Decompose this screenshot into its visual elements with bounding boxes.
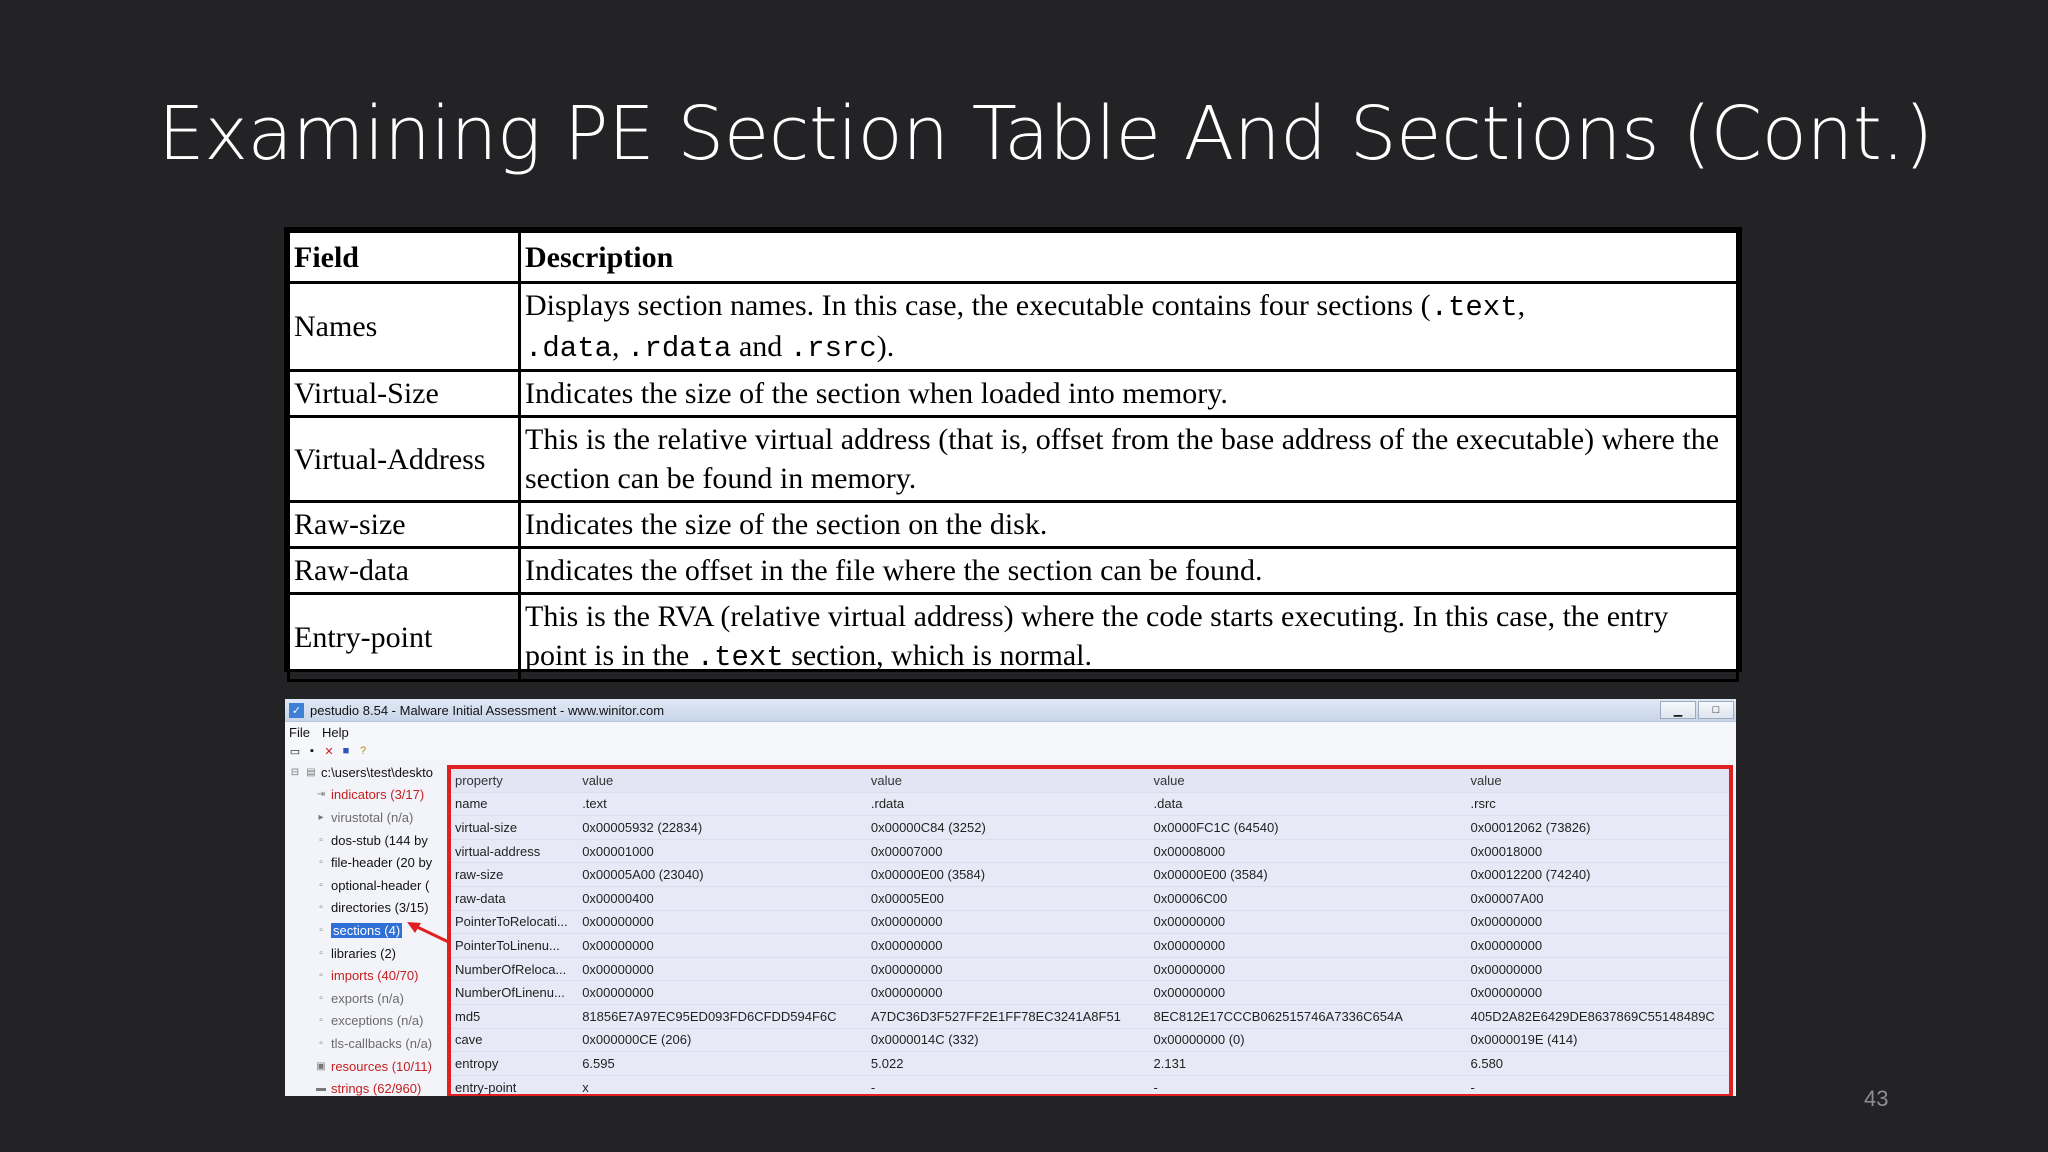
node-icon: ▫ bbox=[319, 1015, 323, 1027]
grid-row[interactable] bbox=[451, 792, 1729, 816]
grid-property-cell: NumberOfLinenu... bbox=[451, 981, 578, 1005]
description-cell: Indicates the offset in the file where the section can be found. bbox=[520, 548, 1738, 594]
tree-label: libraries (2) bbox=[331, 945, 397, 961]
code-text: .rsrc bbox=[789, 331, 877, 365]
grid-row[interactable] bbox=[451, 981, 1729, 1005]
grid-value-cell: 0x00001000 bbox=[578, 839, 867, 863]
tree-item-resources[interactable] bbox=[285, 1055, 445, 1078]
grid-value-cell: 0x00000E00 (3584) bbox=[867, 863, 1150, 887]
grid-value-cell: 0x00018000 bbox=[1467, 839, 1730, 863]
help-icon[interactable]: ? bbox=[359, 745, 367, 757]
grid-row[interactable] bbox=[451, 1052, 1729, 1076]
tree-item-file-header[interactable] bbox=[285, 851, 445, 874]
tree-label: exports (n/a) bbox=[331, 990, 404, 1006]
tree-label: dos-stub (144 by bbox=[331, 832, 428, 848]
tree-label: directories (3/15) bbox=[331, 900, 429, 916]
table-row-virtual-address bbox=[289, 417, 1738, 502]
grid-property-cell: PointerToRelocati... bbox=[451, 910, 578, 934]
close-icon[interactable]: ✕ bbox=[324, 745, 334, 758]
table-row-raw-data bbox=[289, 548, 1738, 594]
slide-number: 43 bbox=[1864, 1086, 1889, 1111]
sections-grid bbox=[451, 769, 1729, 1096]
grid-row[interactable] bbox=[451, 1004, 1729, 1028]
tree-item-exports[interactable] bbox=[285, 987, 445, 1010]
grid-value-cell: - bbox=[1467, 1075, 1730, 1096]
description-text: , bbox=[612, 329, 628, 363]
grid-value-cell: 0x00000000 bbox=[1150, 981, 1467, 1005]
grid-value-cell: 0x00000000 bbox=[1150, 910, 1467, 934]
grid-row[interactable] bbox=[451, 886, 1729, 910]
code-text: .rdata bbox=[627, 331, 732, 365]
grid-value-cell: 0x00000000 (0) bbox=[1150, 1028, 1467, 1052]
node-icon: ▫ bbox=[319, 970, 323, 982]
grid-property-cell: NumberOfReloca... bbox=[451, 957, 578, 981]
grid-value-cell: - bbox=[1150, 1075, 1467, 1096]
menu-bar bbox=[285, 722, 1736, 742]
grid-row[interactable] bbox=[451, 816, 1729, 840]
code-text: .data bbox=[525, 331, 613, 365]
indicator-icon: ⇥ bbox=[316, 789, 326, 801]
grid-value-cell: 0x0000014C (332) bbox=[867, 1028, 1150, 1052]
code-text: .text bbox=[696, 641, 784, 675]
tree-item-tls-callbacks[interactable] bbox=[285, 1032, 445, 1055]
grid-value-cell: 6.580 bbox=[1467, 1052, 1730, 1076]
node-icon: ▫ bbox=[319, 902, 323, 914]
tree-label: exceptions (n/a) bbox=[331, 1013, 424, 1029]
grid-header-value[interactable]: value bbox=[867, 769, 1150, 792]
grid-property-cell: md5 bbox=[451, 1004, 578, 1028]
grid-value-cell: 0x00005A00 (23040) bbox=[578, 863, 867, 887]
grid-row[interactable] bbox=[451, 1028, 1729, 1052]
tree-item-indicators[interactable] bbox=[285, 784, 445, 807]
grid-value-cell: 0x00000000 bbox=[867, 910, 1150, 934]
description-cell: Indicates the size of the section on the disk. bbox=[520, 502, 1738, 548]
grid-header-row bbox=[451, 769, 1729, 792]
node-icon: ▫ bbox=[319, 1037, 323, 1049]
tree-label: file-header (20 by bbox=[331, 855, 433, 871]
disk-icon[interactable]: ■ bbox=[342, 745, 350, 757]
grid-value-cell: .data bbox=[1150, 792, 1467, 816]
grid-value-cell: 0x000000CE (206) bbox=[578, 1028, 867, 1052]
virustotal-icon: ▸ bbox=[318, 811, 324, 823]
grid-value-cell: 0x00012200 (74240) bbox=[1467, 863, 1730, 887]
toolbar bbox=[285, 742, 1736, 760]
open-icon[interactable]: ▭ bbox=[289, 745, 301, 758]
header-description: Description bbox=[520, 232, 1738, 283]
grid-property-cell: virtual-size bbox=[451, 816, 578, 840]
grid-value-cell: 0x00000000 bbox=[1467, 957, 1730, 981]
description-text: section, which is normal. bbox=[783, 639, 1092, 673]
minimize-button[interactable]: ▁ bbox=[1660, 701, 1696, 719]
grid-value-cell: .rdata bbox=[867, 792, 1150, 816]
field-description-table bbox=[284, 227, 1742, 675]
grid-value-cell: 0x00000000 bbox=[1467, 934, 1730, 958]
window-titlebar bbox=[285, 699, 1736, 722]
tree-label: c:\users\test\deskto bbox=[321, 764, 433, 780]
field-cell: Virtual-Size bbox=[289, 371, 520, 417]
grid-value-cell: 0x00000000 bbox=[867, 957, 1150, 981]
tree-item-optional-header[interactable] bbox=[285, 874, 445, 897]
tree-label-selected: sections (4) bbox=[333, 922, 401, 938]
menu-help[interactable]: Help bbox=[321, 724, 349, 740]
grid-value-cell: 0x00000000 bbox=[1150, 934, 1467, 958]
grid-row[interactable] bbox=[451, 910, 1729, 934]
grid-value-cell: 5.022 bbox=[867, 1052, 1150, 1076]
grid-property-cell: PointerToLinenu... bbox=[451, 934, 578, 958]
pestudio-app-icon: ✓ bbox=[289, 703, 304, 718]
description-cell bbox=[520, 594, 1738, 681]
window-controls bbox=[1660, 701, 1736, 719]
grid-property-cell: entry-point bbox=[451, 1075, 578, 1096]
grid-value-cell: x bbox=[578, 1075, 867, 1096]
field-cell: Raw-size bbox=[289, 502, 520, 548]
node-icon: ▫ bbox=[319, 924, 323, 936]
grid-property-cell: raw-size bbox=[451, 863, 578, 887]
grid-header-value[interactable]: value bbox=[578, 769, 867, 792]
grid-value-cell: 6.595 bbox=[578, 1052, 867, 1076]
node-icon: ▫ bbox=[319, 947, 323, 959]
grid-value-cell: 0x00005E00 bbox=[867, 886, 1150, 910]
grid-property-cell: raw-data bbox=[451, 886, 578, 910]
description-text: Displays section names. In this case, the executable contains four sections ( bbox=[525, 289, 1431, 322]
field-cell: Raw-data bbox=[289, 548, 520, 594]
pestudio-body bbox=[285, 761, 1736, 1096]
grid-value-cell: 0x0000019E (414) bbox=[1467, 1028, 1730, 1052]
node-icon: ▫ bbox=[319, 992, 323, 1004]
table-row-virtual-size bbox=[289, 371, 1738, 417]
tree-item-imports[interactable] bbox=[285, 964, 445, 987]
code-text: .text bbox=[1430, 291, 1518, 324]
grid-value-cell: 0x00005932 (22834) bbox=[578, 816, 867, 840]
grid-value-cell: 0x00012062 (73826) bbox=[1467, 816, 1730, 840]
description-text: and bbox=[731, 329, 790, 363]
grid-value-cell: 0x00000C84 (3252) bbox=[867, 816, 1150, 840]
tree-item-dos-stub[interactable] bbox=[285, 829, 445, 852]
grid-row[interactable] bbox=[451, 863, 1729, 887]
description-cell bbox=[520, 283, 1738, 371]
grid-value-cell: 0x00000000 bbox=[867, 934, 1150, 958]
strings-icon: ▬ bbox=[316, 1083, 326, 1095]
grid-value-cell: - bbox=[867, 1075, 1150, 1096]
table-header-row bbox=[289, 232, 1738, 283]
grid-row[interactable] bbox=[451, 1075, 1729, 1096]
grid-property-cell: name bbox=[451, 792, 578, 816]
grid-value-cell: 0x00000000 bbox=[1467, 910, 1730, 934]
table-row-entry-point bbox=[289, 594, 1738, 681]
description-text: This is the RVA (relative virtual address) where the code starts executing. In this case, the entry point is in the bbox=[525, 600, 1669, 673]
grid-row[interactable] bbox=[451, 839, 1729, 863]
grid-value-cell: 0x00000000 bbox=[578, 934, 867, 958]
grid-value-cell: 0x00007000 bbox=[867, 839, 1150, 863]
menu-file[interactable]: File bbox=[289, 724, 310, 740]
folder-icon: ▤ bbox=[306, 766, 316, 778]
tree-item-directories[interactable] bbox=[285, 897, 445, 920]
grid-header-property[interactable]: property bbox=[451, 769, 578, 792]
grid-value-cell: 0x00000000 bbox=[1467, 981, 1730, 1005]
description-text: ). bbox=[876, 329, 895, 363]
slide-title: Examining PE Section Table And Sections (Cont.) bbox=[158, 91, 1933, 177]
grid-value-cell: 0x00008000 bbox=[1150, 839, 1467, 863]
table-row-names bbox=[289, 283, 1738, 371]
grid-value-cell: 2.131 bbox=[1150, 1052, 1467, 1076]
tree-label: optional-header ( bbox=[331, 877, 430, 893]
node-icon: ▫ bbox=[319, 879, 323, 891]
save-icon[interactable]: ▪ bbox=[310, 745, 314, 757]
tree-label: tls-callbacks (n/a) bbox=[331, 1035, 433, 1051]
grid-value-cell: 0x00000000 bbox=[578, 981, 867, 1005]
field-cell: Virtual-Address bbox=[289, 417, 520, 502]
sections-grid-highlight bbox=[447, 765, 1733, 1096]
grid-value-cell: 0x00000E00 (3584) bbox=[1150, 863, 1467, 887]
grid-value-cell: 405D2A82E6429DE8637869C55148489C bbox=[1467, 1004, 1730, 1028]
grid-property-cell: virtual-address bbox=[451, 839, 578, 863]
description-text: , bbox=[1517, 289, 1526, 322]
grid-value-cell: 0x00007A00 bbox=[1467, 886, 1730, 910]
field-cell: Names bbox=[289, 283, 520, 371]
tree-label: virustotal (n/a) bbox=[331, 809, 414, 825]
tree-root[interactable] bbox=[285, 761, 445, 784]
grid-value-cell: 0x00000400 bbox=[578, 886, 867, 910]
description-cell: This is the relative virtual address (that is, offset from the base address of the executable) where the section can be found in memory. bbox=[520, 417, 1738, 502]
tree-item-strings[interactable] bbox=[285, 1077, 445, 1096]
grid-value-cell: 81856E7A97EC95ED093FD6CFDD594F6C bbox=[578, 1004, 867, 1028]
grid-value-cell: 8EC812E17CCCB062515746A7336C654A bbox=[1150, 1004, 1467, 1028]
field-cell: Entry-point bbox=[289, 594, 520, 681]
grid-header-value[interactable]: value bbox=[1150, 769, 1467, 792]
grid-value-cell: .text bbox=[578, 792, 867, 816]
grid-row[interactable] bbox=[451, 957, 1729, 981]
grid-header-value[interactable]: value bbox=[1467, 769, 1730, 792]
collapse-icon[interactable]: ⊟ bbox=[290, 766, 300, 778]
tree-label: imports (40/70) bbox=[331, 968, 419, 984]
resources-icon: ▣ bbox=[316, 1060, 326, 1072]
node-icon: ▫ bbox=[319, 857, 323, 869]
grid-value-cell: 0x00000000 bbox=[578, 910, 867, 934]
grid-value-cell: A7DC36D3F527FF2E1FF78EC3241A8F51 bbox=[867, 1004, 1150, 1028]
grid-value-cell: 0x00000000 bbox=[867, 981, 1150, 1005]
grid-value-cell: 0x00006C00 bbox=[1150, 886, 1467, 910]
tree-label: indicators (3/17) bbox=[331, 787, 425, 803]
grid-property-cell: entropy bbox=[451, 1052, 578, 1076]
grid-value-cell: 0x0000FC1C (64540) bbox=[1150, 816, 1467, 840]
maximize-button[interactable]: □ bbox=[1698, 701, 1734, 719]
window-title: pestudio 8.54 - Malware Initial Assessment - www.winitor.com bbox=[310, 702, 665, 718]
grid-property-cell: cave bbox=[451, 1028, 578, 1052]
table-row-raw-size bbox=[289, 502, 1738, 548]
description-cell: Indicates the size of the section when loaded into memory. bbox=[520, 371, 1738, 417]
header-field: Field bbox=[289, 232, 520, 283]
grid-row[interactable] bbox=[451, 934, 1729, 958]
grid-value-cell: 0x00000000 bbox=[578, 957, 867, 981]
tree-item-exceptions[interactable] bbox=[285, 1010, 445, 1033]
grid-value-cell: .rsrc bbox=[1467, 792, 1730, 816]
tree-label: resources (10/11) bbox=[331, 1058, 432, 1074]
tree-item-virustotal[interactable] bbox=[285, 806, 445, 829]
grid-value-cell: 0x00000000 bbox=[1150, 957, 1467, 981]
pestudio-window bbox=[285, 699, 1736, 1096]
node-icon: ▫ bbox=[319, 834, 323, 846]
tree-label: strings (62/960) bbox=[331, 1081, 422, 1096]
